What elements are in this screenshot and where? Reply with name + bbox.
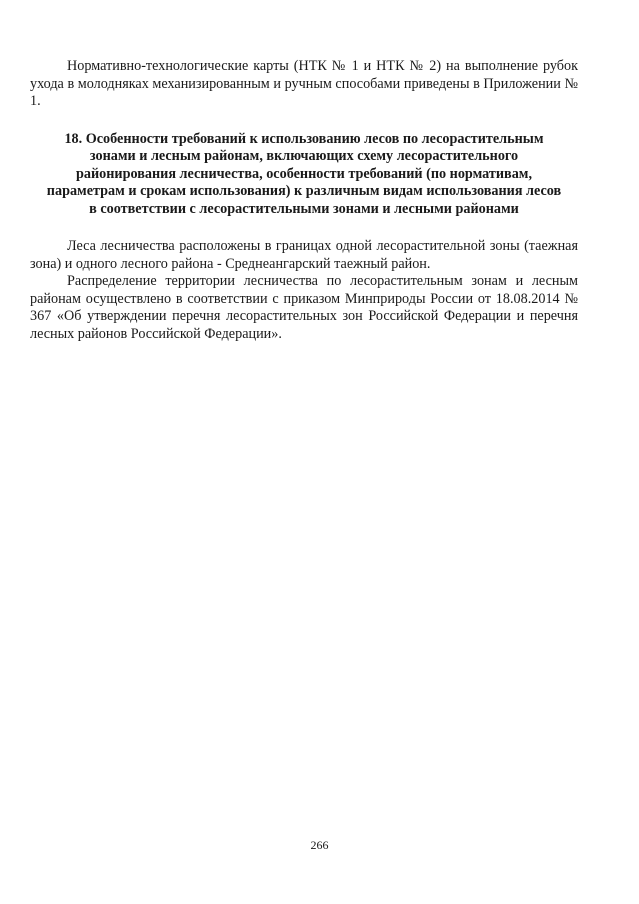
section-heading [30, 131, 578, 219]
section-heading-line: параметрам и срокам использования) к различным видам использования лесов [46, 183, 562, 199]
page-number: 266 [310, 838, 329, 852]
body-paragraph: Леса лесничества расположены в границах одной лесорастительной зоны (таежная зона) и одного лесного района - Среднеангарский таежный район. [30, 238, 578, 272]
section-heading-line: районирования лесничества, особенности требований (по нормативам, [75, 165, 533, 182]
intro-paragraph: Нормативно-технологические карты (НТК № 1 и НТК № 2) на выполнение рубок ухода в молодняках механизированным и ручным способами приведены в Приложении № 1. [30, 58, 578, 109]
spacer [30, 218, 578, 238]
document-page [30, 58, 578, 343]
section-heading-line: 18. Особенности требований к использованию лесов по лесорастительным [64, 130, 544, 147]
body-paragraph: Распределение территории лесничества по лесорастительным зонам и лесным районам осуществлено в соответствии с приказом Минприроды России от 18.08.2014 № 367 «Об утверждении перечня лесорастительных зон Российской Федерации и перечня лесных районов Российской Федерации». [30, 273, 578, 342]
section-heading-line: в соответствии с лесорастительными зонами и лесными районами [89, 200, 519, 217]
section-heading-line: зонами и лесным районам, включающих схему лесорастительного [89, 148, 519, 164]
